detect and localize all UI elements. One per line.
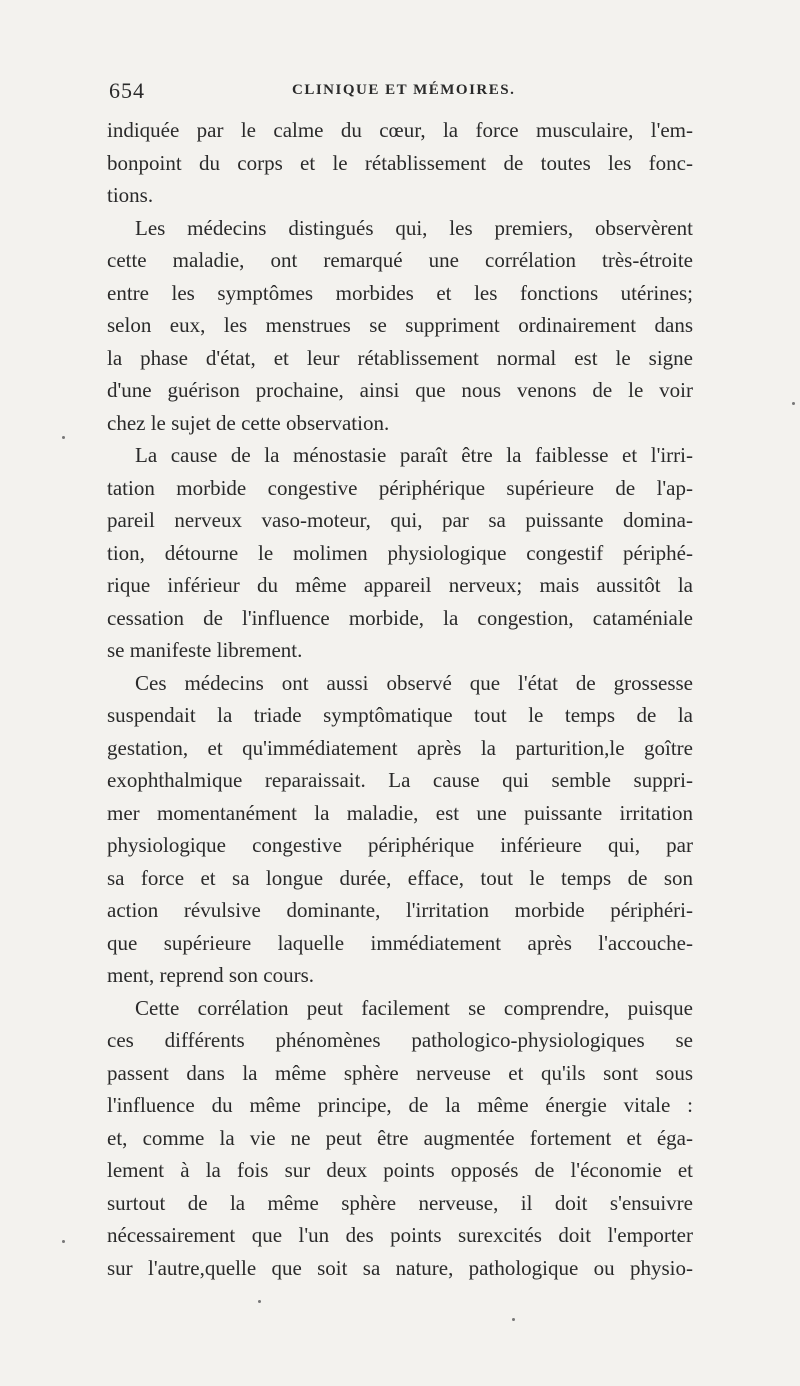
text-line: rique inférieur du même appareil nerveux; mais aussitôt la xyxy=(107,573,693,597)
text-line: lement à la fois sur deux points opposés de l'économie et xyxy=(107,1158,693,1182)
text-line: cessation de l'influence morbide, la congestion, cataméniale xyxy=(107,605,693,630)
text-line: entre les symptômes morbides et les fonctions utérines; xyxy=(107,280,693,305)
text-line: mer momentanément la maladie, est une puissante irritation xyxy=(107,800,693,825)
paper-speck xyxy=(62,1240,65,1243)
text-line: passent dans la même sphère nerveuse et qu'ils sont sous xyxy=(107,1060,693,1085)
text-line: indiquée par le calme du cœur, la force musculaire, l'em- xyxy=(107,118,693,142)
text-line: ment, reprend son cours. xyxy=(107,963,315,987)
running-title: CLINIQUE ET MÉMOIRES. xyxy=(292,82,516,98)
paragraph-start-line: Ces médecins ont aussi observé que l'état de grossesse xyxy=(135,670,693,695)
page-header xyxy=(109,78,679,110)
text-line: surtout de la même sphère nerveuse, il doit s'ensuivre xyxy=(107,1190,693,1215)
text-line: gestation, et qu'immédiatement après la parturition,le goître xyxy=(107,735,693,760)
text-line: nécessairement que l'un des points surexcités doit l'emporter xyxy=(107,1223,693,1247)
text-line: cette maladie, ont remarqué une corrélation très-étroite xyxy=(107,248,693,272)
text-line: tion, détourne le molimen physiologique congestif périphé- xyxy=(107,540,693,565)
text-line: sa force et sa longue durée, efface, tout le temps de son xyxy=(107,865,693,890)
text-line: et, comme la vie ne peut être augmentée fortement et éga- xyxy=(107,1125,693,1150)
page-number: 654 xyxy=(109,78,145,103)
text-line: action révulsive dominante, l'irritation morbide périphéri- xyxy=(107,898,693,922)
text-line: que supérieure laquelle immédiatement après l'accouche- xyxy=(107,930,693,955)
text-line: pareil nerveux vaso-moteur, qui, par sa puissante domina- xyxy=(107,508,693,532)
text-line: physiologique congestive périphérique inférieure qui, par xyxy=(107,833,693,857)
text-line: la phase d'état, et leur rétablissement normal est le signe xyxy=(107,345,693,370)
text-line: tation morbide congestive périphérique supérieure de l'ap- xyxy=(107,475,693,500)
paper-speck xyxy=(258,1300,261,1303)
text-line: l'influence du même principe, de la même énergie vitale : xyxy=(107,1093,693,1117)
text-line: tions. xyxy=(107,183,154,207)
text-line: d'une guérison prochaine, ainsi que nous venons de le voir xyxy=(107,378,693,402)
text-line: exophthalmique reparaissait. La cause qui semble suppri- xyxy=(107,768,693,792)
text-line: selon eux, les menstrues se suppriment ordinairement dans xyxy=(107,313,693,337)
text-line: chez le sujet de cette observation. xyxy=(107,410,390,435)
body-text xyxy=(107,114,693,1284)
text-line: sur l'autre,quelle que soit sa nature, pathologique ou physio- xyxy=(107,1255,693,1280)
paper-speck xyxy=(512,1318,515,1321)
paragraph-start-line: Cette corrélation peut facilement se comprendre, puisque xyxy=(135,995,693,1020)
text-line: se manifeste librement. xyxy=(107,638,303,662)
paper-speck xyxy=(792,402,795,405)
paragraph-start-line: La cause de la ménostasie paraît être la faiblesse et l'irri- xyxy=(135,443,693,467)
text-line: suspendait la triade symptômatique tout le temps de la xyxy=(107,703,693,727)
paper-speck xyxy=(62,436,65,439)
paragraph-start-line: Les médecins distingués qui, les premiers, observèrent xyxy=(135,215,693,240)
text-line: bonpoint du corps et le rétablissement de toutes les fonc- xyxy=(107,150,693,175)
text-line: ces différents phénomènes pathologico-physiologiques se xyxy=(107,1028,693,1052)
